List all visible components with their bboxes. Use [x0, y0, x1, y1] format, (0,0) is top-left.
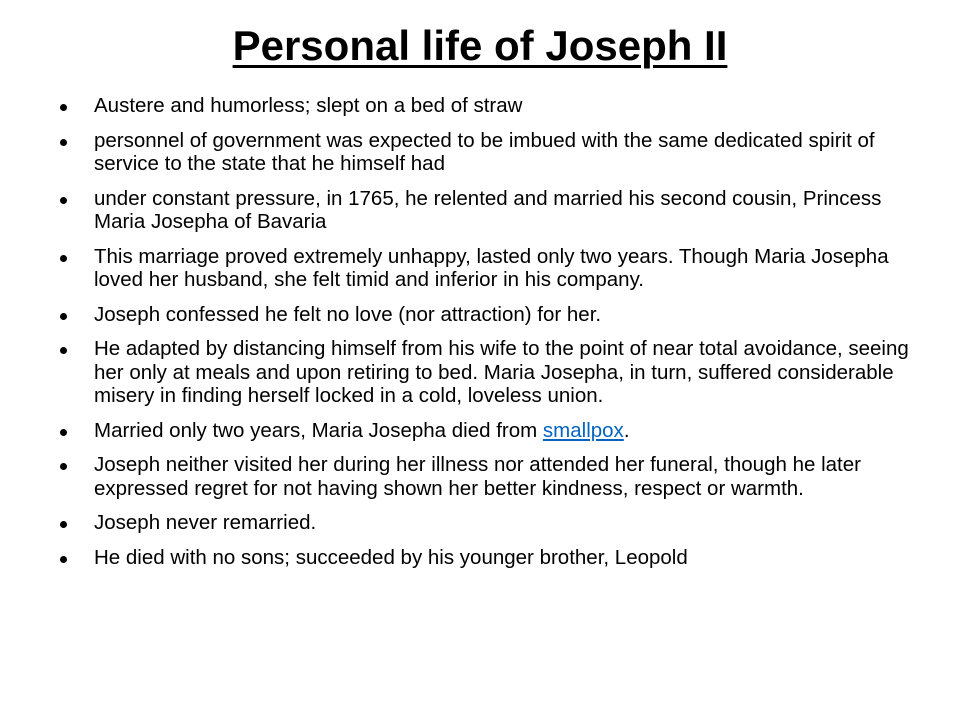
bullet-item	[60, 94, 920, 118]
bullet-text: personnel of government was expected to be imbued with the same dedicated spirit of service to the state that he himself had	[94, 128, 875, 175]
bullet-text: He died with no sons; succeeded by his younger brother, Leopold	[94, 545, 688, 569]
bullet-item	[60, 129, 920, 176]
bullet-list	[60, 94, 920, 580]
bullet-marker	[60, 139, 67, 146]
bullet-text-suffix: .	[623, 418, 630, 442]
bullet-text: Joseph confessed he felt no love (nor attraction) for her.	[94, 302, 602, 326]
bullet-text: This marriage proved extremely unhappy, lasted only two years. Though Maria Josepha loved her husband, she felt timid and inferior in his company.	[94, 244, 889, 291]
bullet-item	[60, 337, 920, 408]
bullet-item	[60, 245, 920, 292]
bullet-marker	[60, 104, 67, 111]
bullet-text: Joseph neither visited her during her illness nor attended her funeral, though he later expressed regret for not having shown her better kindness, respect or warmth.	[94, 453, 861, 500]
bullet-item	[60, 453, 920, 500]
bullet-marker	[60, 313, 67, 320]
bullet-text: Austere and humorless; slept on a bed of straw	[94, 94, 523, 117]
bullet-item	[60, 546, 920, 570]
smallpox-link[interactable]: smallpox	[542, 418, 624, 442]
bullet-item	[60, 511, 920, 535]
bullet-text: He adapted by distancing himself from his wife to the point of near total avoidance, seeing her only at meals and upon retiring to bed. Maria Josepha, in turn, suffered considerable misery in finding herself locked in a cold, loveless union.	[94, 337, 909, 407]
bullet-marker	[60, 521, 67, 528]
bullet-marker	[60, 463, 67, 470]
bullet-item	[60, 187, 920, 234]
bullet-marker	[60, 255, 67, 262]
bullet-marker	[60, 429, 67, 436]
bullet-text: Married only two years, Maria Josepha died from	[94, 418, 543, 442]
slide-title: Personal life of Joseph II	[232, 22, 728, 69]
bullet-marker	[60, 556, 67, 563]
bullet-item	[60, 303, 920, 327]
bullet-text: Joseph never remarried.	[94, 511, 317, 534]
bullet-text: under constant pressure, in 1765, he relented and married his second cousin, Princess Maria Josepha of Bavaria	[94, 186, 882, 233]
bullet-marker	[60, 347, 67, 354]
bullet-item	[60, 419, 920, 443]
bullet-marker	[60, 197, 67, 204]
